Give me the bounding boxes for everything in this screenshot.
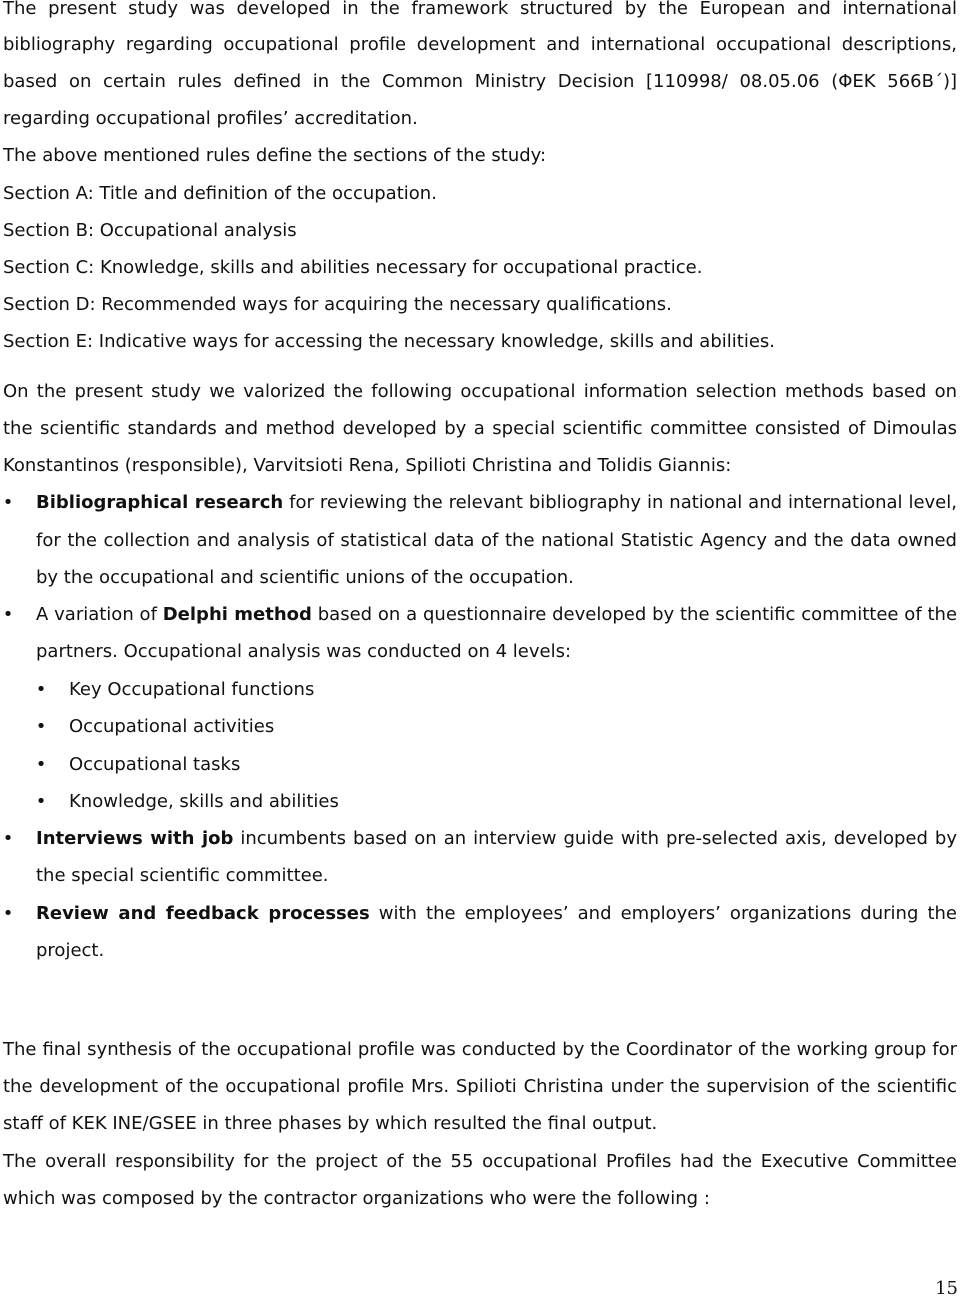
- intro-line-4: regarding occupational profiles’ accreditation.: [3, 108, 418, 129]
- bullet-icon: •: [2, 492, 14, 513]
- level-item: Key Occupational functions: [69, 679, 315, 700]
- bibliographical-line-3: by the occupational and scientific unions of the occupation.: [36, 567, 574, 588]
- synthesis-line-1: The final synthesis of the occupational profile was conducted by the Coordinator of the working group for: [3, 1039, 957, 1060]
- review-line-2: project.: [36, 940, 105, 961]
- bibliographical-title: Bibliographical research: [36, 492, 284, 513]
- review-title: Review and feedback processes: [36, 903, 370, 924]
- interviews-title: Interviews with job: [36, 828, 234, 849]
- bullet-icon: •: [35, 754, 47, 775]
- level-item: Knowledge, skills and abilities: [69, 791, 339, 812]
- delphi-line-2: partners. Occupational analysis was conducted on 4 levels:: [36, 641, 572, 662]
- bullet-icon: •: [35, 716, 47, 737]
- synthesis-line-3: staff of KEK INE/GSEE in three phases by which resulted the final output.: [3, 1113, 658, 1134]
- responsibility-line-1: The overall responsibility for the project of the 55 occupational Profiles had the Executive Committee: [3, 1151, 957, 1172]
- delphi-line-1: [36, 603, 957, 627]
- responsibility-line-2: which was composed by the contractor organizations who were the following :: [3, 1188, 710, 1209]
- delphi-text: based on a questionnaire developed by the scientific committee of the: [311, 604, 958, 625]
- level-item: Occupational tasks: [69, 754, 241, 775]
- intro-line-1: The present study was developed in the framework structured by the European and international: [3, 0, 957, 19]
- methods-intro-line-1: On the present study we valorized the following occupational information selection methods based on: [3, 381, 957, 402]
- interviews-line-2: the special scientific committee.: [36, 865, 329, 886]
- interviews-text: incumbents based on an interview guide with pre-selected axis, developed by: [233, 828, 957, 849]
- bullet-icon: •: [2, 828, 14, 849]
- section-a: Section A: Title and definition of the occupation.: [3, 183, 437, 204]
- bibliographical-line-1: [36, 491, 957, 515]
- page-number: 15: [935, 1278, 958, 1299]
- intro-line-3: based on certain rules defined in the Common Ministry Decision [110998/ 08.05.06 (ΦΕΚ 566Β΄)]: [3, 71, 957, 92]
- bullet-icon: •: [2, 604, 14, 625]
- review-line-1: [36, 902, 957, 926]
- intro-line-2: bibliography regarding occupational profile development and international occupational descriptions,: [3, 34, 957, 55]
- delphi-title: Delphi method: [162, 604, 312, 625]
- bullet-icon: •: [2, 903, 14, 924]
- section-c: Section C: Knowledge, skills and abilities necessary for occupational practice.: [3, 257, 703, 278]
- section-d: Section D: Recommended ways for acquiring the necessary qualifications.: [3, 294, 672, 315]
- synthesis-line-2: the development of the occupational profile Mrs. Spilioti Christina under the supervision of the scientific: [3, 1076, 957, 1097]
- bullet-icon: •: [35, 679, 47, 700]
- level-item: Occupational activities: [69, 716, 275, 737]
- bullet-icon: •: [35, 791, 47, 812]
- section-e: Section E: Indicative ways for accessing the necessary knowledge, skills and abilities.: [3, 331, 775, 352]
- delphi-prefix: A variation of: [36, 604, 163, 625]
- bibliographical-text: for reviewing the relevant bibliography in national and international level,: [283, 492, 957, 513]
- bibliographical-line-2: for the collection and analysis of statistical data of the national Statistic Agency and the data owned: [36, 530, 957, 551]
- section-b: Section B: Occupational analysis: [3, 220, 297, 241]
- review-text: with the employees’ and employers’ organizations during the: [369, 903, 957, 924]
- interviews-line-1: [36, 827, 957, 851]
- methods-intro-line-3: Konstantinos (responsible), Varvitsioti Rena, Spilioti Christina and Tolidis Giannis:: [3, 455, 732, 476]
- methods-intro-line-2: the scientific standards and method developed by a special scientific committee consisted of Dimoulas: [3, 418, 957, 439]
- intro-line-5: The above mentioned rules define the sections of the study:: [3, 145, 547, 166]
